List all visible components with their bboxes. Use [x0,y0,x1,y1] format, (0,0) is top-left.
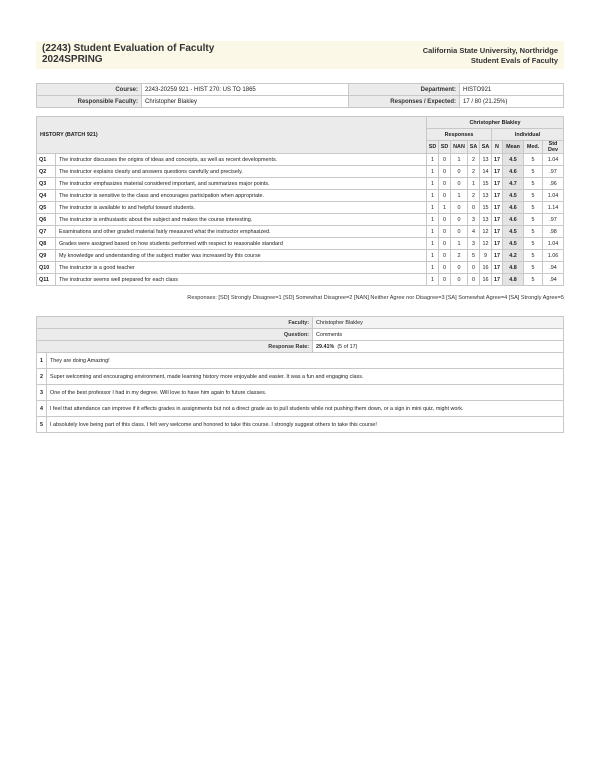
response-value: 5 [468,250,480,262]
question-row [37,250,564,262]
response-value: 5 [524,202,543,214]
question-id: Q11 [37,274,56,286]
response-value: 0 [439,250,451,262]
response-value: 1 [451,190,468,202]
response-value: 1.06 [543,250,564,262]
question-text: Grades were assigned based on how students performed with respect to reasonable standard [56,238,427,250]
question-row [37,202,564,214]
response-value: 12 [480,226,492,238]
responses-value: 17 / 80 (21.25%) [460,96,564,108]
response-value: 0 [439,166,451,178]
course-info-table [36,83,564,108]
question-id: Q10 [37,262,56,274]
question-row [37,214,564,226]
response-value: 17 [492,274,503,286]
response-value: 3 [468,238,480,250]
report-header [36,41,564,69]
response-value: 1 [451,238,468,250]
responses-label: Responses / Expected: [349,96,460,108]
question-text: The instructor explains clearly and answers questions carefully and precisely. [56,166,427,178]
response-value: 4.7 [503,178,524,190]
comment-number: 2 [37,369,47,385]
response-value: 0 [451,178,468,190]
response-value: 14 [480,166,492,178]
course-label: Course: [37,84,142,96]
response-value: 13 [480,214,492,226]
response-value: 2 [468,154,480,166]
response-value: 1 [427,166,439,178]
comments-body [37,353,564,433]
response-rate-value: 29.41% [316,343,335,350]
response-value: 4.2 [503,250,524,262]
response-value: 0 [439,214,451,226]
response-value: 4.5 [503,226,524,238]
response-value: 9 [480,250,492,262]
response-value: 4.5 [503,154,524,166]
questions-body [37,154,564,286]
course-value: 2243-20259 921 - HIST 270: US TO 1865 [142,84,349,96]
question-row [37,154,564,166]
response-value: 0 [439,262,451,274]
column-header: SD [427,141,439,154]
question-text: My knowledge and understanding of the subject matter was increased by this course [56,250,427,262]
response-value: 5 [524,274,543,286]
section-title: HISTORY (BATCH 921) [37,117,427,154]
question-id: Q9 [37,250,56,262]
response-value: 1 [427,202,439,214]
response-value: 4 [468,226,480,238]
response-value: 4.5 [503,238,524,250]
question-text: The instructor emphasizes material considered important, and summarizes major points. [56,178,427,190]
question-text: The instructor is sensitive to the class and encourages participation when appropriate. [56,190,427,202]
response-value: 0 [451,262,468,274]
comment-row [37,353,564,369]
response-value: 17 [492,178,503,190]
response-value: 13 [480,154,492,166]
response-value: 17 [492,262,503,274]
question-id: Q6 [37,214,56,226]
response-value: 12 [480,238,492,250]
comment-text: They are doing Amazing! [47,353,564,369]
question-row [37,238,564,250]
response-value: 0 [468,262,480,274]
response-value: 17 [492,202,503,214]
response-value: 1 [427,178,439,190]
response-value: 5 [524,238,543,250]
response-value: 1 [427,214,439,226]
question-id: Q3 [37,178,56,190]
response-value: 0 [451,166,468,178]
response-value: 0 [439,178,451,190]
column-header: Med. [524,141,543,154]
report-term: 2024SPRING [42,54,103,65]
response-value: 1.04 [543,154,564,166]
department-label: Department: [349,84,460,96]
response-value: 1 [427,226,439,238]
response-value: 17 [492,154,503,166]
question-id: Q4 [37,190,56,202]
instructor-header: Christopher Blakley [427,117,564,129]
response-value: 17 [492,166,503,178]
column-header: SD [439,141,451,154]
column-header: Mean [503,141,524,154]
comment-text: I feel that attendance can improve if it effects grades in assignments but not a direct grade as to pull students while not pushing them down, or a sign in mini quiz, might work. [47,401,564,417]
response-value: 5 [524,190,543,202]
response-value: 5 [524,262,543,274]
response-value: 4.8 [503,262,524,274]
response-value: 4.6 [503,166,524,178]
response-value: 1 [427,274,439,286]
response-value: 17 [492,190,503,202]
response-value: 5 [524,178,543,190]
question-text: The instructor is enthusiastic about the subject and makes the course interesting. [56,214,427,226]
response-value: 2 [451,250,468,262]
response-rate-label: Response Rate: [37,341,313,353]
question-row [37,226,564,238]
column-header: N [492,141,503,154]
response-value: 1.14 [543,202,564,214]
response-rate [313,341,564,353]
response-value: 0 [439,274,451,286]
response-value: 4.5 [503,190,524,202]
response-value: 0 [451,274,468,286]
question-row [37,178,564,190]
response-value: 0 [439,226,451,238]
question-id: Q8 [37,238,56,250]
response-value: 5 [524,226,543,238]
comment-row [37,401,564,417]
department-value: HISTO921 [460,84,564,96]
institution-name: California State University, Northridge [422,46,558,55]
response-value: .94 [543,262,564,274]
response-value: 1 [427,250,439,262]
response-value: 17 [492,226,503,238]
response-value: 17 [492,214,503,226]
response-value: 0 [451,202,468,214]
response-value: 0 [439,190,451,202]
questions-table [36,116,564,286]
response-value: 1 [439,202,451,214]
response-value: .97 [543,214,564,226]
response-value: 0 [451,226,468,238]
report-type: Student Evals of Faculty [470,56,558,65]
response-value: 5 [524,166,543,178]
response-value: 5 [524,250,543,262]
response-value: 3 [468,214,480,226]
question-id: Q1 [37,154,56,166]
comment-row [37,369,564,385]
question-text: The instructor is a good teacher [56,262,427,274]
response-value: 1 [427,154,439,166]
comments-table [36,316,564,433]
question-text: The instructor discusses the origins of ideas and concepts, as well as recent developments. [56,154,427,166]
response-value: 5 [524,154,543,166]
column-header: NAN [451,141,468,154]
question-row [37,166,564,178]
response-value: 1 [427,262,439,274]
comment-number: 1 [37,353,47,369]
comment-row [37,385,564,401]
response-value: 1 [451,154,468,166]
response-value: 17 [492,250,503,262]
response-value: 13 [480,190,492,202]
question-id: Q5 [37,202,56,214]
response-value: 2 [468,190,480,202]
response-value: 2 [468,166,480,178]
comments-question-label: Question: [37,329,313,341]
comment-number: 3 [37,385,47,401]
response-value: 0 [439,238,451,250]
question-text: The instructor seems well prepared for each class [56,274,427,286]
comment-number: 5 [37,417,47,433]
column-header: Std Dev [543,141,564,154]
response-value: 1.04 [543,238,564,250]
response-value: .98 [543,226,564,238]
response-value: 15 [480,178,492,190]
response-value: 0 [468,274,480,286]
individual-group-header: Individual [492,129,564,141]
report-title-line1: (2243) Student Evaluation of Faculty [42,43,215,54]
response-value: 0 [439,154,451,166]
response-value: 5 [524,214,543,226]
response-value: 1 [427,190,439,202]
report-title [42,43,214,65]
response-value: 1.04 [543,190,564,202]
comments-question-value: Comments [313,329,564,341]
response-value: 16 [480,262,492,274]
column-header: SA [480,141,492,154]
comment-text: I absolutely love being part of this class. I felt very welcome and honored to take this course. I strongly suggest others to take this course! [47,417,564,433]
response-value: 1 [427,238,439,250]
column-header: SA [468,141,480,154]
question-text: Examinations and other graded material fairly measured what the instructor emphasized. [56,226,427,238]
comment-row [37,417,564,433]
response-value: 16 [480,274,492,286]
response-value: .94 [543,274,564,286]
institution [423,46,558,66]
response-value: 4.8 [503,274,524,286]
response-legend: Responses: [SD] Strongly Disagree=1 [SD] Somewhat Disagree=2 [NAN] Neither Agree nor Disagree=3 [SA] Somewhat Agree=4 [SA] Strongly Agree=5 [187,295,564,301]
response-value: .97 [543,166,564,178]
response-value: 17 [492,238,503,250]
question-id: Q2 [37,166,56,178]
question-id: Q7 [37,226,56,238]
comment-text: One of the best professor I had in my degree. Will love to have him again fo future classes. [47,385,564,401]
comment-text: Super welcoming and encouraging environment, made learning history more enjoyable and easier. It was a fun and engaging class. [47,369,564,385]
response-value: 1 [468,178,480,190]
response-rate-count: (5 of 17) [337,343,358,350]
response-value: 15 [480,202,492,214]
response-value: 4.6 [503,202,524,214]
comment-number: 4 [37,401,47,417]
question-row [37,274,564,286]
question-text: The instructor is available to and helpful toward students. [56,202,427,214]
response-value: 4.6 [503,214,524,226]
response-value: 0 [468,202,480,214]
question-row [37,262,564,274]
question-row [37,190,564,202]
faculty-value: Christopher Blakley [142,96,349,108]
comments-faculty-label: Faculty: [37,317,313,329]
comments-faculty-value: Christopher Blakley [313,317,564,329]
response-value: .96 [543,178,564,190]
response-value: 0 [451,214,468,226]
responses-group-header: Responses [427,129,492,141]
faculty-label: Responsible Faculty: [37,96,142,108]
